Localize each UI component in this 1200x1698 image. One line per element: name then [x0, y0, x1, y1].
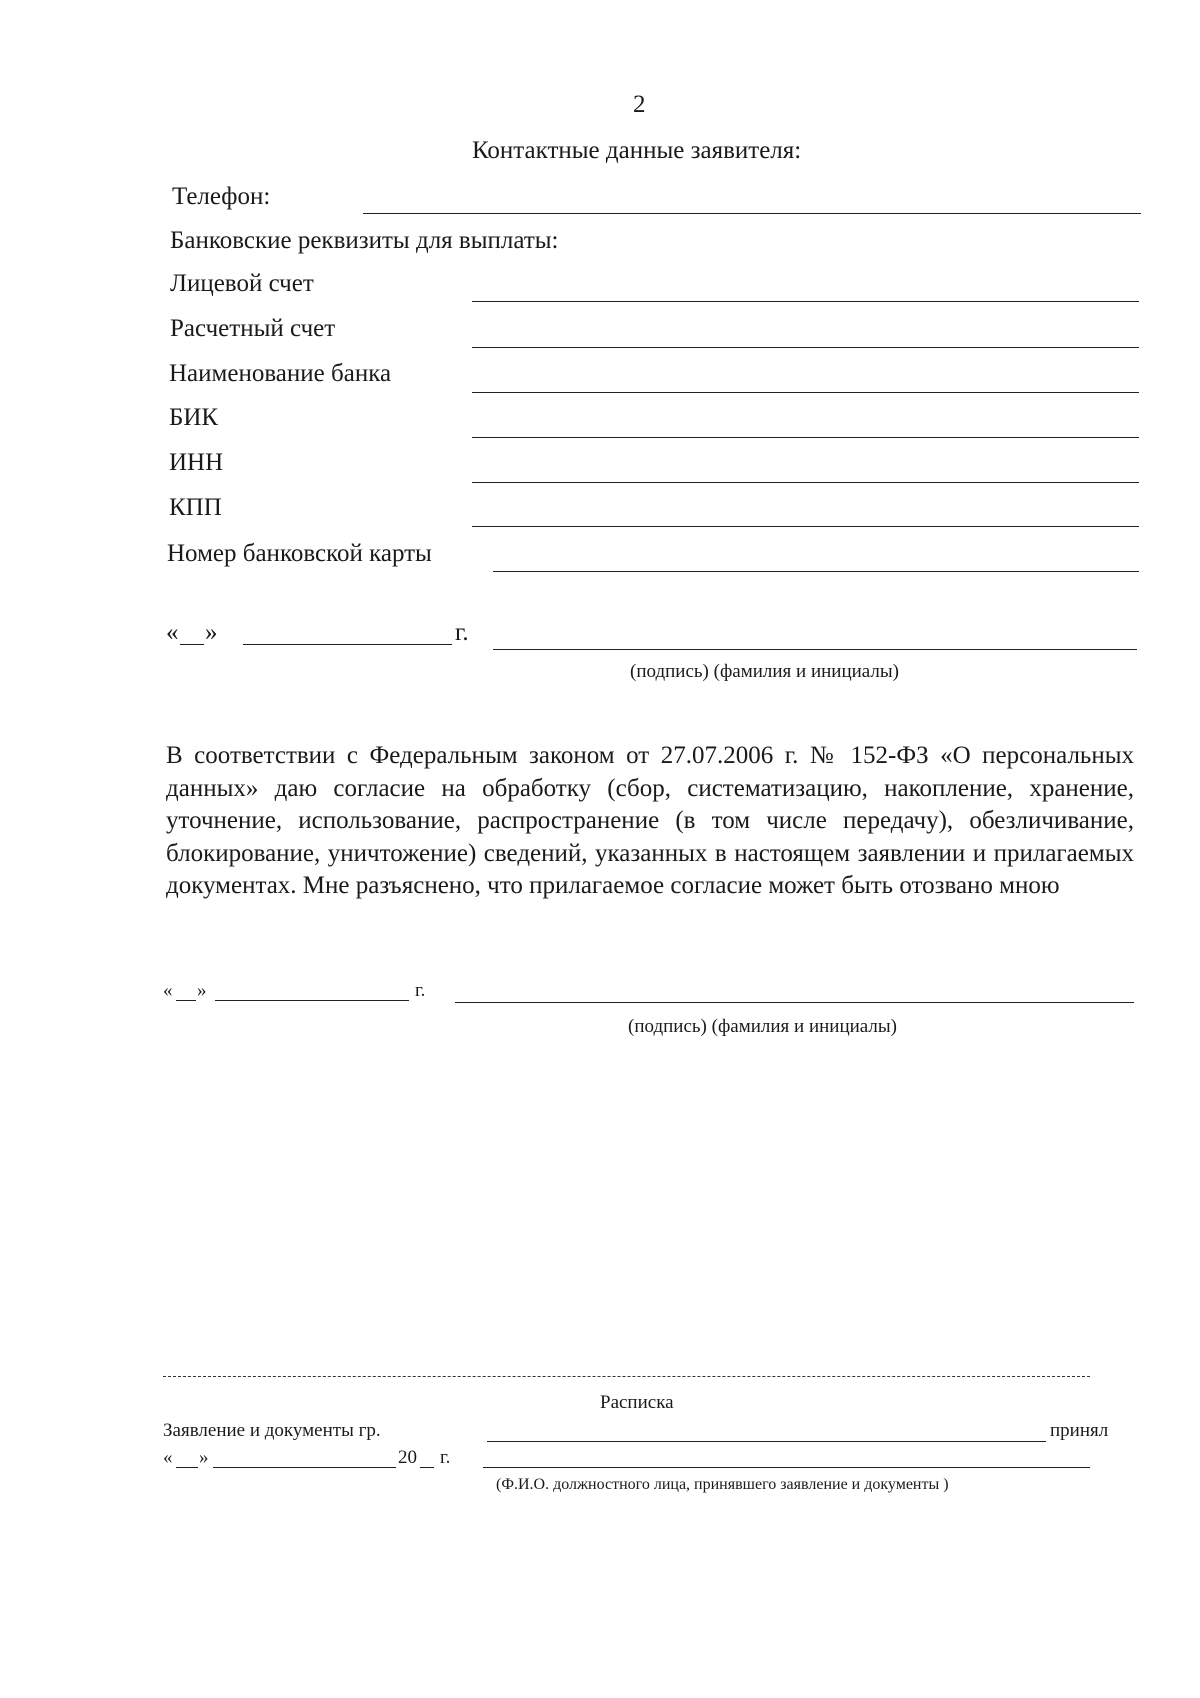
bik-line[interactable] — [472, 437, 1139, 438]
field-label-settlement-account: Расчетный счет — [170, 315, 336, 342]
field-label-bik: БИК — [169, 404, 219, 431]
receipt-line1-prefix: Заявление и документы гр. — [163, 1420, 381, 1441]
signature2-caption: (подпись) (фамилия и инициалы) — [628, 1016, 897, 1037]
consent-paragraph: В соответствии с Федеральным законом от 27.07.2006 г. № 152-ФЗ «О персональных данных» даю согласие на обработку (сбор, систематизацию, накопление, хранение, уточнение, использование, распространение (в том числе передачу), обезличивание, блокирование, уничтожение) сведений, указанных в настоящем заявлении и прилагаемых документах. Мне разъяснено, что прилагаемое согласие может быть отозвано мною — [166, 742, 1134, 899]
receipt-quote-open: « — [163, 1447, 173, 1468]
field-label-card-number: Номер банковской карты — [167, 540, 432, 567]
date-day-line[interactable] — [180, 644, 204, 645]
field-label-bank-name: Наименование банка — [169, 360, 392, 387]
date2-year-suffix: г. — [415, 980, 426, 1001]
receipt-official-line[interactable] — [483, 1467, 1090, 1468]
settlement-account-line[interactable] — [472, 347, 1139, 348]
page-number: 2 — [633, 91, 646, 118]
field-label-inn: ИНН — [169, 449, 224, 476]
receipt-day-line[interactable] — [176, 1467, 198, 1468]
date2-month-line[interactable] — [215, 1000, 409, 1001]
signature2-line[interactable] — [455, 1002, 1134, 1003]
contacts-title: Контактные данные заявителя: — [472, 137, 802, 164]
receipt-month-line[interactable] — [213, 1467, 396, 1468]
phone-input-line[interactable] — [363, 213, 1141, 214]
field-label-kpp: КПП — [169, 494, 222, 521]
date-quote-open: « — [166, 619, 179, 646]
bank-name-line[interactable] — [472, 392, 1139, 393]
cut-line-divider — [163, 1376, 1090, 1377]
phone-label: Телефон: — [172, 183, 271, 210]
signature-line[interactable] — [493, 649, 1137, 650]
bank-heading: Банковские реквизиты для выплаты: — [170, 227, 559, 254]
kpp-line[interactable] — [472, 526, 1139, 527]
receipt-year-prefix: 20 — [398, 1447, 417, 1468]
receipt-quote-close: » — [199, 1447, 209, 1468]
card-number-line[interactable] — [493, 571, 1139, 572]
date-year-suffix: г. — [455, 619, 469, 646]
signature-caption: (подпись) (фамилия и инициалы) — [630, 661, 899, 682]
date2-day-line[interactable] — [176, 1000, 196, 1001]
receipt-title: Расписка — [600, 1392, 674, 1413]
receipt-accepted-label: принял — [1050, 1420, 1109, 1441]
receipt-caption: (Ф.И.О. должностного лица, принявшего заявление и документы ) — [496, 1476, 949, 1493]
receipt-year-suffix: г. — [440, 1447, 451, 1468]
date-month-line[interactable] — [243, 644, 452, 645]
personal-account-line[interactable] — [472, 301, 1139, 302]
inn-line[interactable] — [472, 482, 1139, 483]
date2-quote-close: » — [197, 980, 207, 1001]
date-quote-close: » — [205, 619, 218, 646]
date2-quote-open: « — [163, 980, 173, 1001]
receipt-year-line[interactable] — [420, 1467, 434, 1468]
receipt-citizen-name-line[interactable] — [487, 1441, 1046, 1442]
field-label-personal-account: Лицевой счет — [170, 270, 314, 297]
